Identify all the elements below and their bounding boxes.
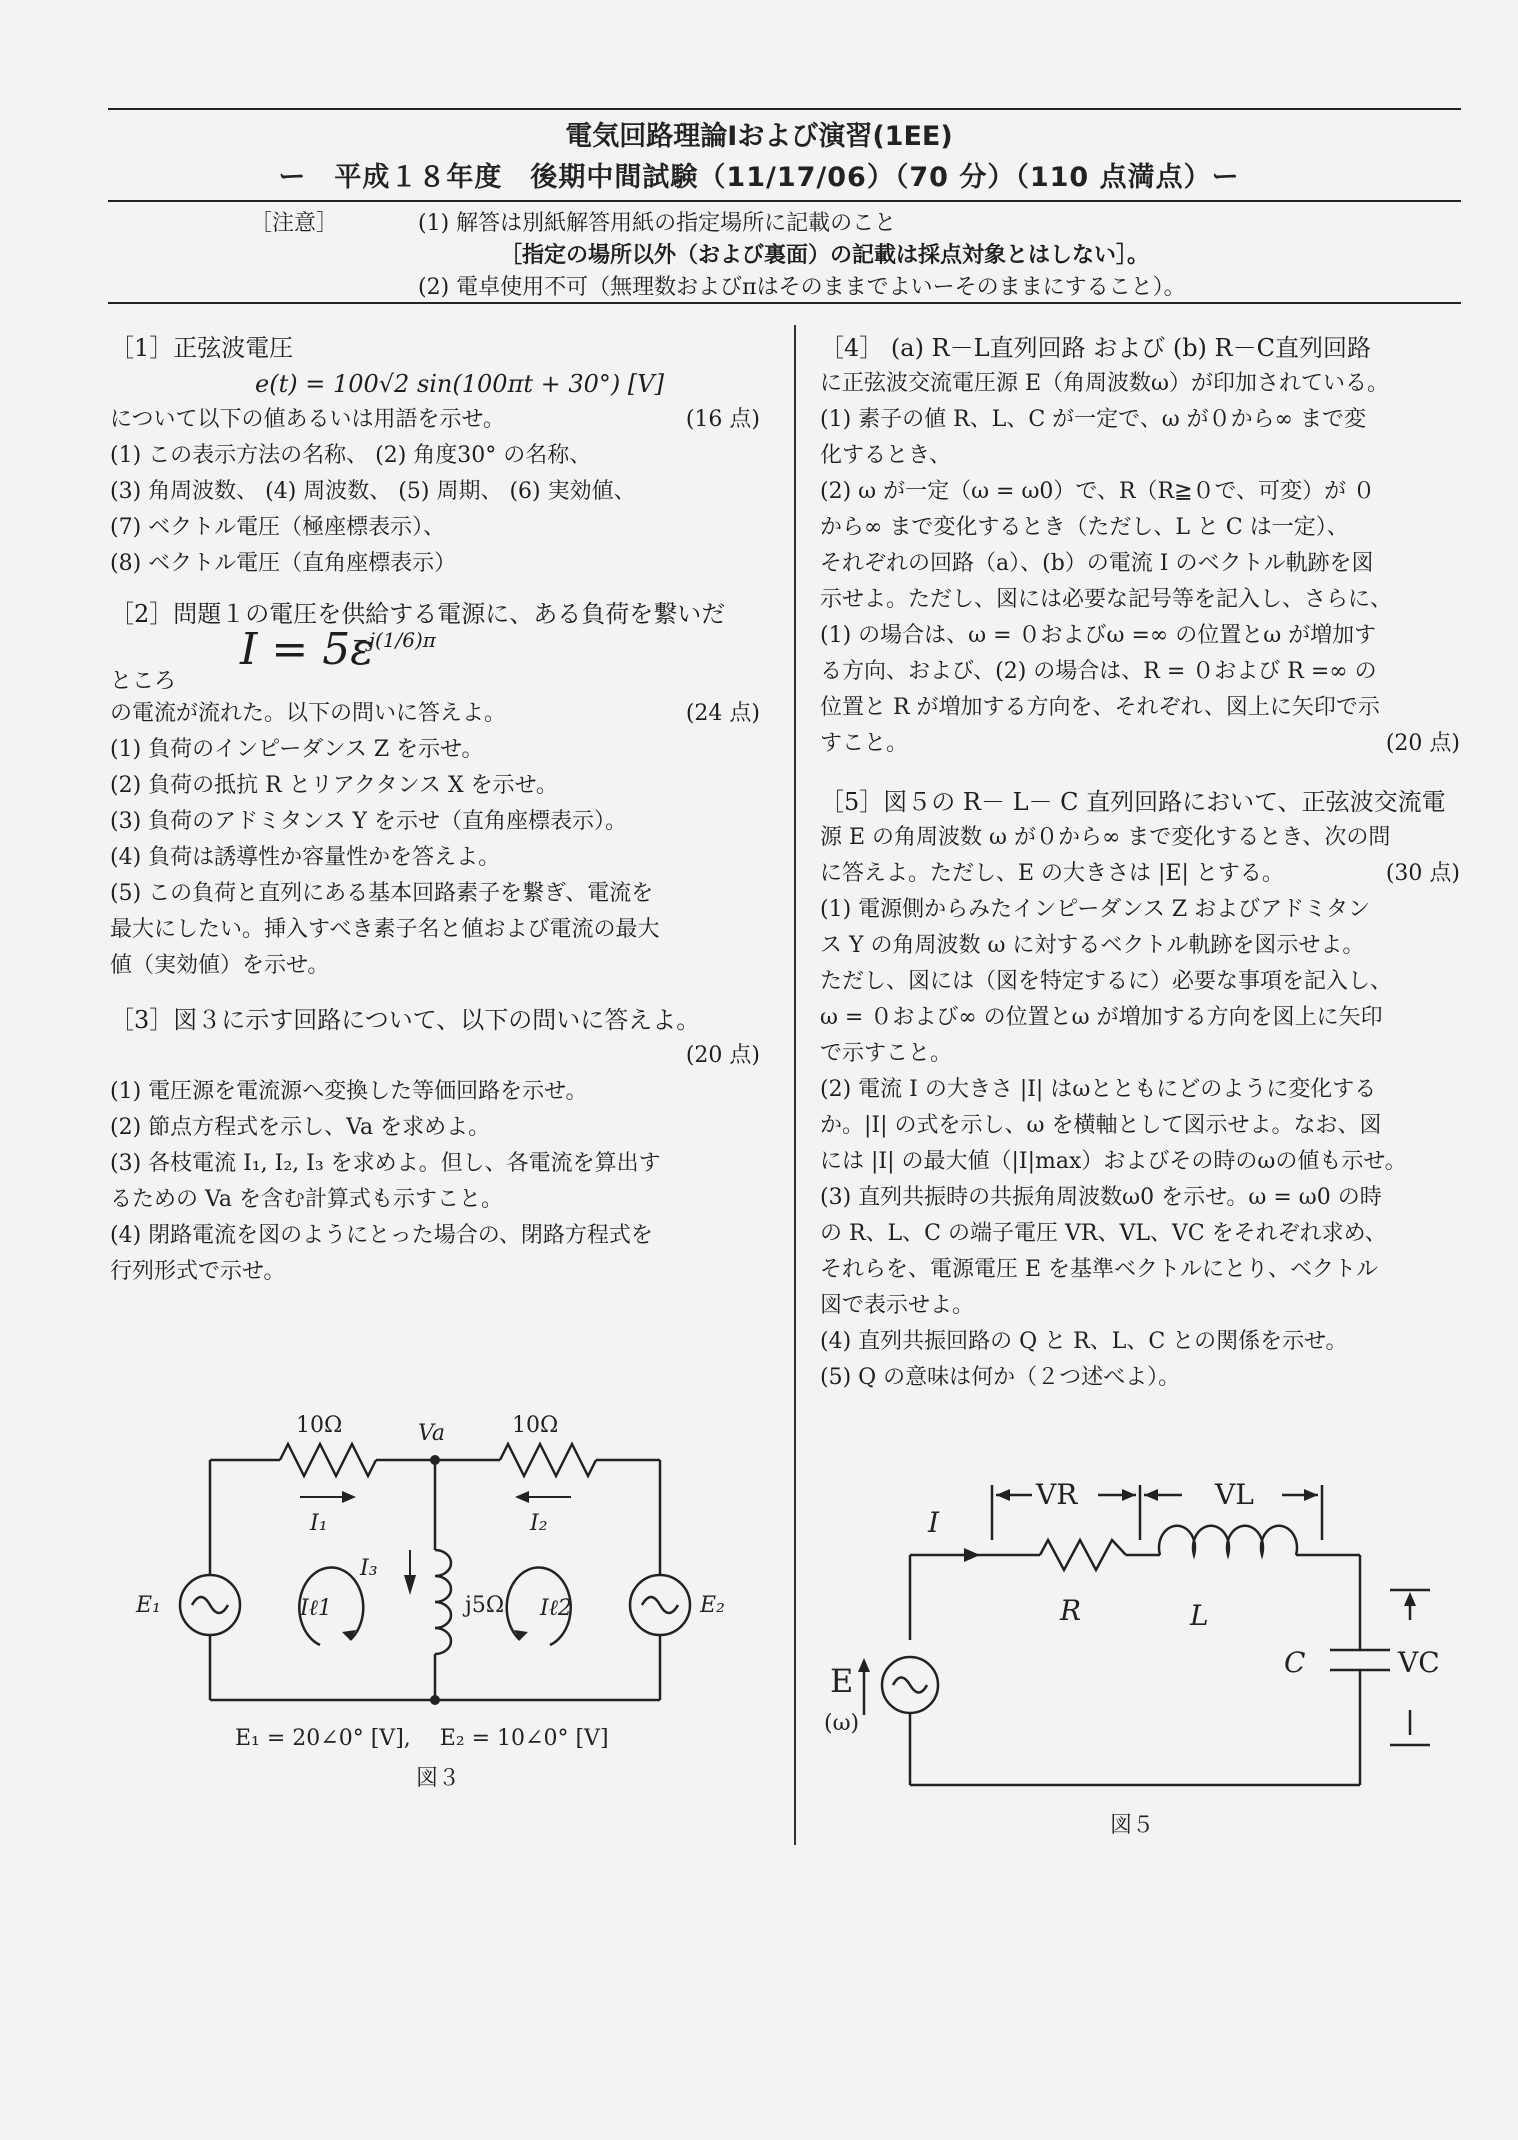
inductor-l-icon xyxy=(1159,1526,1297,1555)
vr-left-arrow-icon xyxy=(996,1489,1010,1501)
q2-item: (3) 負荷のアドミタンス Y を示せ（直角座標表示）。 xyxy=(110,809,628,834)
resistor-r-icon xyxy=(1040,1540,1126,1570)
q5-line: で示すこと。 xyxy=(820,1041,953,1066)
q3-item: るための Va を含む計算式も示すこと。 xyxy=(110,1187,503,1212)
q5-line: (1) 電源側からみたインピーダンス Z およびアドミタン xyxy=(820,897,1371,922)
q4-score: (20 点) xyxy=(1385,731,1460,756)
q1-item: (3) 角周波数、 (4) 周波数、 (5) 周期、 (6) 実効値、 xyxy=(110,479,636,504)
q5-score-line xyxy=(820,856,1460,892)
q4-line: 化するとき、 xyxy=(820,443,952,468)
q4-line: る方向、および、(2) の場合は、R = ０および R =∞ の xyxy=(820,659,1377,684)
q5-line: それらを、電源電圧 E を基準ベクトルにとり、ベクトル xyxy=(820,1257,1379,1282)
q2-item: (1) 負荷のインピーダンス Z を示せ。 xyxy=(110,737,484,762)
c-label: C xyxy=(1284,1646,1306,1679)
q2-item: (5) この負荷と直列にある基本回路素子を繋ぎ、電流を xyxy=(110,881,654,906)
q1-item: (1) この表示方法の名称、 (2) 角度30° の名称、 xyxy=(110,443,592,468)
vl-left-arrow-icon xyxy=(1144,1489,1158,1501)
exam-subtitle: ー 平成１８年度 後期中間試験（11/17/06）（70 分）（110 点満点）ー xyxy=(278,162,1240,193)
q5-line: (4) 直列共振回路の Q と R、L、C との関係を示せ。 xyxy=(820,1329,1348,1354)
reactance-label: j5Ω xyxy=(465,1593,505,1618)
resistor-right-icon xyxy=(500,1444,596,1476)
q2-heading: ［2］問題１の電圧を供給する電源に、ある負荷を繋いだ xyxy=(110,600,726,628)
r2-label: 10Ω xyxy=(512,1413,559,1438)
vr-label: VR xyxy=(1036,1478,1078,1511)
current-arrow-icon xyxy=(964,1548,980,1562)
q3-item: (2) 節点方程式を示し、Va を求めよ。 xyxy=(110,1115,491,1140)
q5-line: に答えよ。ただし、E の大きさは |E| とする。 xyxy=(820,861,1284,886)
q5-line: 源 E の角周波数 ω が０から∞ まで変化するとき、次の問 xyxy=(820,825,1391,850)
r-label: R xyxy=(1060,1594,1082,1627)
q3-item: (3) 各枝電流 I₁, I₂, I₃ を求めよ。但し、各電流を算出す xyxy=(110,1151,661,1176)
notes-rule xyxy=(108,302,1461,304)
q5-score: (30 点) xyxy=(1385,861,1460,886)
exam-title: 電気回路理論Ⅰおよび演習(1EE) xyxy=(565,121,953,152)
q5-line: ス Y の角周波数 ω に対するベクトル軌跡を図示せよ。 xyxy=(820,933,1365,958)
e1-label: E₁ xyxy=(136,1593,161,1618)
q2-item: (2) 負荷の抵抗 R とリアクタンス X を示せ。 xyxy=(110,773,558,798)
q2-formula-exponent: −j(1/6)π xyxy=(352,628,436,652)
il2-label: Iℓ2 xyxy=(540,1596,572,1621)
current-label: I xyxy=(928,1506,940,1539)
q1-intro-line xyxy=(110,402,760,438)
left-column xyxy=(110,330,760,1290)
q1-intro: について以下の値あるいは用語を示せ。 xyxy=(110,407,505,432)
figure-3-caption: 図３ xyxy=(416,1766,461,1790)
q2-formula: I = 5ε xyxy=(240,624,374,675)
il1-label: Iℓ1 xyxy=(300,1596,332,1621)
right-column xyxy=(820,330,1460,1396)
vl-label: VL xyxy=(1215,1478,1254,1511)
q4-line: に正弦波交流電圧源 E（角周波数ω）が印加されている。 xyxy=(820,371,1389,396)
vc-label: VC xyxy=(1398,1646,1440,1679)
e-arrow-icon xyxy=(858,1658,870,1672)
q5-line: (3) 直列共振時の共振角周波数ω0 を示せ。ω = ω0 の時 xyxy=(820,1185,1382,1210)
q3-item: 行列形式で示せ。 xyxy=(110,1259,286,1284)
q3-score: (20 点) xyxy=(685,1043,760,1068)
q2-item: 値（実効値）を示せ。 xyxy=(110,953,330,978)
q5-line: には |I| の最大値（|I|max）およびその時のωの値も示せ。 xyxy=(820,1149,1407,1174)
l-label: L xyxy=(1190,1599,1209,1632)
q4-line: (2) ω が一定（ω = ω0）で、R（R≧０で、可変）が ０ xyxy=(820,479,1376,504)
q5-line: ただし、図には（図を特定するに）必要な事項を記入し、 xyxy=(820,969,1393,994)
notes-label: ［注意］ xyxy=(250,211,339,236)
omega-label: (ω) xyxy=(824,1711,860,1736)
q2-intro-line xyxy=(110,696,760,732)
q4-line: (1) 素子の値 R、L、C が一定で、ω が０から∞ まで変 xyxy=(820,407,1366,432)
q1-item: (8) ベクトル電圧（直角座標表示） xyxy=(110,551,457,576)
e-label: E xyxy=(830,1662,854,1700)
q4-line: それぞれの回路（a）、(b）の電流 I のベクトル軌跡を図 xyxy=(820,551,1374,576)
i2-label: I₂ xyxy=(530,1511,548,1536)
figure-5-caption: 図５ xyxy=(1110,1813,1155,1838)
q1-score: (16 点) xyxy=(685,407,760,432)
figure-3-circuit xyxy=(120,1400,760,1790)
note-2: (2) 電卓使用不可（無理数およびπはそのままでよいーそのままにすること）。 xyxy=(418,275,1186,300)
i3-label: I₃ xyxy=(360,1556,378,1581)
node-bottom-dot xyxy=(430,1695,440,1705)
q5-line: (2) 電流 I の大きさ |I| はωとともにどのように変化する xyxy=(820,1077,1377,1102)
note-1b: ［指定の場所以外（および裏面）の記載は採点対象とはしない］。 xyxy=(500,242,1150,268)
source-values: E₁ = 20∠0° [V], E₂ = 10∠0° [V] xyxy=(235,1726,609,1751)
va-label: Va xyxy=(418,1421,445,1446)
q5-line: の R、L、C の端子電圧 VR、VL、VC をそれぞれ求め、 xyxy=(820,1221,1387,1246)
q5-line: (5) Q の意味は何か（２つ述べよ）。 xyxy=(820,1365,1181,1390)
top-rule xyxy=(108,108,1461,110)
q4-line: 示せよ。ただし、図には必要な記号等を記入し、さらに、 xyxy=(820,587,1393,612)
q2-item: 最大にしたい。挿入すべき素子名と値および電流の最大 xyxy=(110,917,660,942)
q1-item: (7) ベクトル電圧（極座標表示）、 xyxy=(110,515,446,540)
q4-last-line xyxy=(820,726,1460,762)
q5-line: ω = ０および∞ の位置とω が増加する方向を図上に矢印 xyxy=(820,1005,1383,1030)
q4-line: 位置と R が増加する方向を、それぞれ、図上に矢印で示 xyxy=(820,695,1380,720)
q5-line: ［5］図５の R－ L－ C 直列回路において、正弦波交流電 xyxy=(820,788,1446,816)
q4-line: (1) の場合は、ω = ０およびω =∞ の位置とω が増加す xyxy=(820,623,1377,648)
q2-item: (4) 負荷は誘導性か容量性かを答えよ。 xyxy=(110,845,501,870)
q4-line: すこと。 xyxy=(820,731,909,756)
q1-heading: ［1］正弦波電圧 xyxy=(110,334,294,362)
vr-right-arrow-icon xyxy=(1122,1489,1136,1501)
vc-top-arrow-icon xyxy=(1404,1592,1416,1606)
node-a-dot xyxy=(430,1455,440,1465)
q2-tokoro: ところ xyxy=(110,669,177,694)
header-rule xyxy=(108,200,1461,202)
resistor-left-icon xyxy=(280,1444,376,1476)
note-1: (1) 解答は別紙解答用紙の指定場所に記載のこと xyxy=(418,211,897,236)
q2-formula-line xyxy=(110,624,760,696)
q3-item: (1) 電圧源を電流源へ変換した等価回路を示せ。 xyxy=(110,1079,588,1104)
i1-label: I₁ xyxy=(310,1511,328,1536)
q2-intro: の電流が流れた。以下の問いに答えよ。 xyxy=(110,701,507,726)
inductor-icon xyxy=(435,1550,451,1654)
q5-line: か。|I| の式を示し、ω を横軸として図示せよ。なお、図 xyxy=(820,1113,1382,1138)
r1-label: 10Ω xyxy=(296,1413,343,1438)
figure-5-circuit xyxy=(820,1460,1460,1840)
q4-line: ［4］ (a) R－L直列回路 および (b) R－C直列回路 xyxy=(820,334,1371,362)
vl-right-arrow-icon xyxy=(1304,1489,1318,1501)
q1-formula: e(t) = 100√2 sin(100πt + 30°) [V] xyxy=(255,370,664,398)
e2-label: E₂ xyxy=(700,1593,725,1618)
q2-score: (24 点) xyxy=(685,701,760,726)
q3-item: (4) 閉路電流を図のようにとった場合の、閉路方程式を xyxy=(110,1223,653,1248)
column-divider xyxy=(794,325,796,1845)
q3-heading: ［3］図３に示す回路について、以下の問いに答えよ。 xyxy=(110,1006,701,1034)
q4-line: から∞ まで変化するとき（ただし、L と C は一定）、 xyxy=(820,515,1349,540)
q5-line: 図で表示せよ。 xyxy=(820,1293,975,1318)
